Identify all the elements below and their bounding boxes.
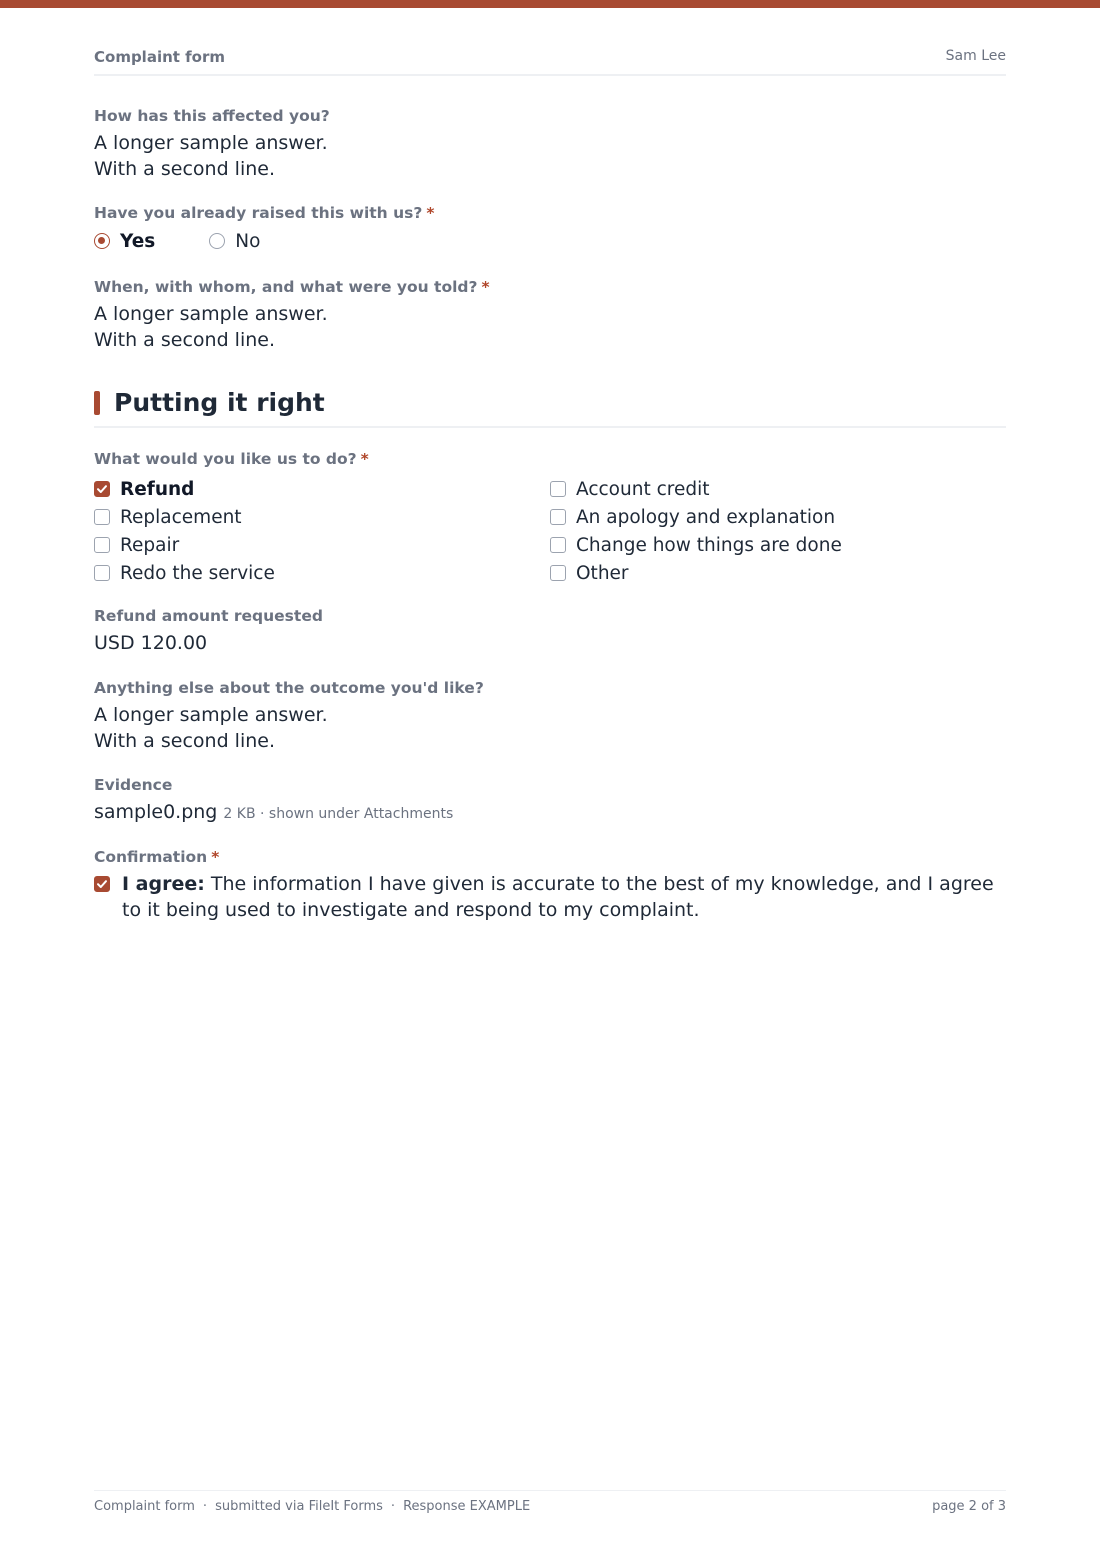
radio-option-no[interactable]	[209, 231, 260, 252]
checkbox-option-redo[interactable]	[94, 559, 550, 587]
section-accent-bar	[94, 391, 100, 415]
checkbox-empty-icon[interactable]	[550, 509, 566, 525]
agree-statement: The information I have given is accurate to the best of my knowledge, and I agree to it being used to investigate and respond to my complaint.	[122, 873, 994, 921]
field-refund-amount	[94, 606, 1006, 656]
checkbox-label: Other	[576, 562, 629, 584]
checkbox-label: Refund	[120, 478, 195, 500]
checkbox-option-repair[interactable]	[94, 531, 550, 559]
footer-separator: ·	[390, 1499, 396, 1514]
radio-group	[94, 229, 1006, 253]
required-mark: *	[360, 450, 369, 468]
attachment	[94, 801, 1006, 823]
label-text: What would you like us to do?	[94, 450, 357, 468]
radio-option-yes[interactable]	[94, 231, 155, 252]
checkbox-label: Repair	[120, 534, 180, 556]
agree-label: I agree:	[122, 873, 205, 895]
required-mark: *	[481, 278, 490, 296]
section-heading	[94, 386, 1006, 428]
field-confirmation	[94, 847, 1006, 923]
field-label	[94, 847, 1006, 867]
radio-selected-icon[interactable]	[94, 233, 110, 249]
top-accent-bar	[0, 0, 1100, 8]
checkbox-label: Replacement	[120, 506, 242, 528]
field-evidence	[94, 775, 1006, 823]
checkbox-label: Account credit	[576, 478, 710, 500]
field-label: Refund amount requested	[94, 607, 323, 625]
answer-line: A longer sample answer.	[94, 132, 328, 154]
label-text: Confirmation	[94, 848, 208, 866]
field-answer	[94, 702, 1006, 754]
answer-line: A longer sample answer.	[94, 303, 328, 325]
required-mark: *	[211, 848, 220, 866]
checkbox-empty-icon[interactable]	[94, 537, 110, 553]
field-label	[94, 449, 1006, 469]
confirmation-checkbox[interactable]	[94, 871, 1006, 923]
field-answer: USD 120.00	[94, 632, 208, 654]
checkbox-empty-icon[interactable]	[550, 565, 566, 581]
label-text: When, with whom, and what were you told?	[94, 278, 478, 296]
checkbox-option-replacement[interactable]	[94, 503, 550, 531]
radio-label: Yes	[120, 230, 156, 252]
radio-empty-icon[interactable]	[209, 233, 225, 249]
answer-line: With a second line.	[94, 730, 275, 752]
footer-form: Complaint form	[94, 1499, 195, 1514]
field-label: How has this affected you?	[94, 107, 330, 125]
footer-separator: ·	[202, 1499, 208, 1514]
checkbox-checked-icon[interactable]	[94, 876, 110, 892]
field-answer	[94, 130, 1006, 182]
page-footer	[94, 1490, 1006, 1514]
page-header	[94, 48, 1006, 76]
checkbox-label: Redo the service	[120, 562, 275, 584]
footer-response: Response EXAMPLE	[403, 1499, 531, 1514]
checkbox-option-account-credit[interactable]	[550, 475, 1006, 503]
answer-line: With a second line.	[94, 158, 275, 180]
attachment-meta: 2 KB · shown under Attachments	[223, 806, 454, 822]
attachment-filename[interactable]: sample0.png	[94, 801, 218, 823]
footer-submitted: submitted via FileIt Forms	[215, 1499, 383, 1514]
form-title: Complaint form	[94, 48, 226, 66]
footer-info	[94, 1499, 530, 1514]
label-text: Have you already raised this with us?	[94, 204, 423, 222]
checkbox-column-1	[94, 475, 550, 587]
field-answer	[94, 301, 1006, 353]
checkbox-label: An apology and explanation	[576, 506, 836, 528]
checkbox-group	[94, 475, 1006, 587]
checkbox-column-2	[550, 475, 1006, 587]
field-label	[94, 203, 1006, 223]
checkbox-checked-icon[interactable]	[94, 481, 110, 497]
checkbox-empty-icon[interactable]	[550, 537, 566, 553]
checkbox-label: Change how things are done	[576, 534, 842, 556]
field-raised	[94, 203, 1006, 253]
checkbox-empty-icon[interactable]	[94, 565, 110, 581]
page-number: page 2 of 3	[932, 1499, 1006, 1514]
radio-label: No	[235, 230, 261, 252]
field-affected	[94, 106, 1006, 182]
field-label	[94, 277, 1006, 297]
checkbox-option-refund[interactable]	[94, 475, 550, 503]
confirmation-text	[122, 871, 1006, 923]
field-label: Evidence	[94, 776, 173, 794]
field-wants	[94, 449, 1006, 587]
checkbox-option-change[interactable]	[550, 531, 1006, 559]
checkbox-empty-icon[interactable]	[94, 509, 110, 525]
field-outcome	[94, 678, 1006, 754]
field-told	[94, 277, 1006, 353]
answer-line: A longer sample answer.	[94, 704, 328, 726]
user-name: Sam Lee	[945, 48, 1006, 64]
checkbox-empty-icon[interactable]	[550, 481, 566, 497]
required-mark: *	[426, 204, 435, 222]
checkbox-option-apology[interactable]	[550, 503, 1006, 531]
section-title: Putting it right	[114, 388, 325, 417]
answer-line: With a second line.	[94, 329, 275, 351]
checkbox-option-other[interactable]	[550, 559, 1006, 587]
field-label: Anything else about the outcome you'd like?	[94, 679, 484, 697]
